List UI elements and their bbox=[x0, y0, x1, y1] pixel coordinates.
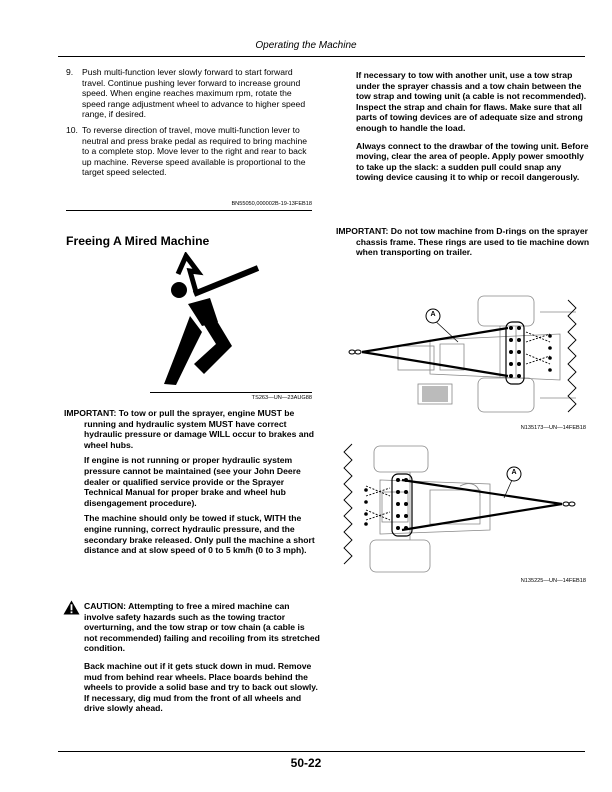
page-header: Operating the Machine bbox=[255, 40, 357, 51]
fig1-ref: N135173—UN—14FEB18 bbox=[520, 425, 586, 431]
caution-p2: Back machine out if it gets stuck down in mud. Remove mud from behind rear wheels. Place boards behind the wheels to provide a solid base and try to back out slowly. If necessary, dig mud from the front of all wheels and drive slowly ahead. bbox=[84, 660, 318, 714]
callout-a-label: A bbox=[430, 311, 436, 318]
figure-ref: TS263—UN—23AUG88 bbox=[251, 395, 312, 401]
step-number: 9. bbox=[66, 67, 74, 77]
step-10 bbox=[66, 125, 314, 178]
caution-label: CAUTION: bbox=[84, 601, 127, 611]
header-rule bbox=[58, 56, 585, 57]
page-number: 50-22 bbox=[290, 756, 322, 770]
important-block bbox=[64, 408, 320, 563]
step-9 bbox=[66, 67, 314, 120]
callout-a-label: A bbox=[511, 469, 517, 476]
towing-warning-block bbox=[356, 70, 590, 190]
step-text: Push multi-function lever slowly forward to start forward travel. Continue pushing lever forward to increase ground speed. When engine reaches maximum rpm, rotate the speed range adjustment wheel to advance to higher speed range, if desired. bbox=[82, 67, 306, 120]
step-number: 10. bbox=[66, 124, 78, 135]
important-first bbox=[64, 408, 320, 450]
steps-ref-code: BN55050,000002B-19-13FEB18 bbox=[231, 201, 312, 207]
important-text: To tow or pull the sprayer, engine MUST be running and hydraulic system MUST have correct hydraulic pressure or damage WILL occur to brakes and wheel hubs. bbox=[84, 408, 315, 450]
important-label: IMPORTANT: bbox=[64, 408, 117, 418]
tow-strap-rear-diagram bbox=[340, 440, 590, 576]
tow-strap-front-diagram bbox=[340, 288, 590, 424]
caution-text: Attempting to free a mired machine can involve safety hazards such as the towing tractor overturning, and the tow strap or tow chain (a cable is not recommended) failing and recoiling from its stretched condition. bbox=[84, 601, 320, 654]
important-p3: The machine should only be towed if stuck, WITH the engine running, correct hydraulic pressure, and the secondary brake released. Only pull the machine a short distance and at slow speed of 0 to 5 km/h (0 to 3 mph). bbox=[84, 513, 315, 556]
fig2-ref: N135225—UN—14FEB18 bbox=[520, 578, 586, 584]
caution-first bbox=[84, 601, 320, 654]
important2-block bbox=[336, 226, 610, 258]
section-title: Freeing A Mired Machine bbox=[66, 234, 210, 248]
warning-triangle-icon bbox=[63, 600, 80, 615]
step-text: To reverse direction of travel, move multi-function lever to neutral and press brake pedal as required to bring machine to a complete stop. Move lever to the right and rear to back up machine. Reverse speed available is proportional to the target speed selected. bbox=[82, 124, 308, 178]
mired-machine-person-icon bbox=[158, 252, 268, 387]
figure-rule bbox=[150, 392, 312, 393]
steps-list bbox=[66, 67, 314, 178]
important2-label: IMPORTANT: bbox=[336, 226, 389, 236]
towing-p2: Always connect to the drawbar of the towing unit. Before moving, clear the area of people. Apply power smoothly to take up the slack: a sudden pull could snap any towing device causing it to whip or recoil dangerously. bbox=[356, 140, 589, 183]
towing-p1: If necessary to tow with another unit, use a tow strap under the sprayer chassis and a tow chain between the tow strap and towing unit (a cable is not recommended). Inspect the strap and chain for flaws. Make sure that all parts of towing devices are of adequate size and strong enough to handle the load. bbox=[356, 70, 587, 133]
footer-rule bbox=[58, 751, 585, 752]
important2-text: Do not tow machine from D-rings on the sprayer chassis frame. These rings are used to tie machine down when transporting on trailer. bbox=[356, 226, 590, 258]
caution-block bbox=[84, 601, 320, 721]
important-p2: If engine is not running or proper hydraulic system pressure cannot be maintained (see your John Deere dealer or qualified service provide or the Sprayer Technical Manual for proper brake and wheel hub disengagement procedure). bbox=[84, 455, 301, 508]
steps-end-rule bbox=[66, 210, 312, 211]
